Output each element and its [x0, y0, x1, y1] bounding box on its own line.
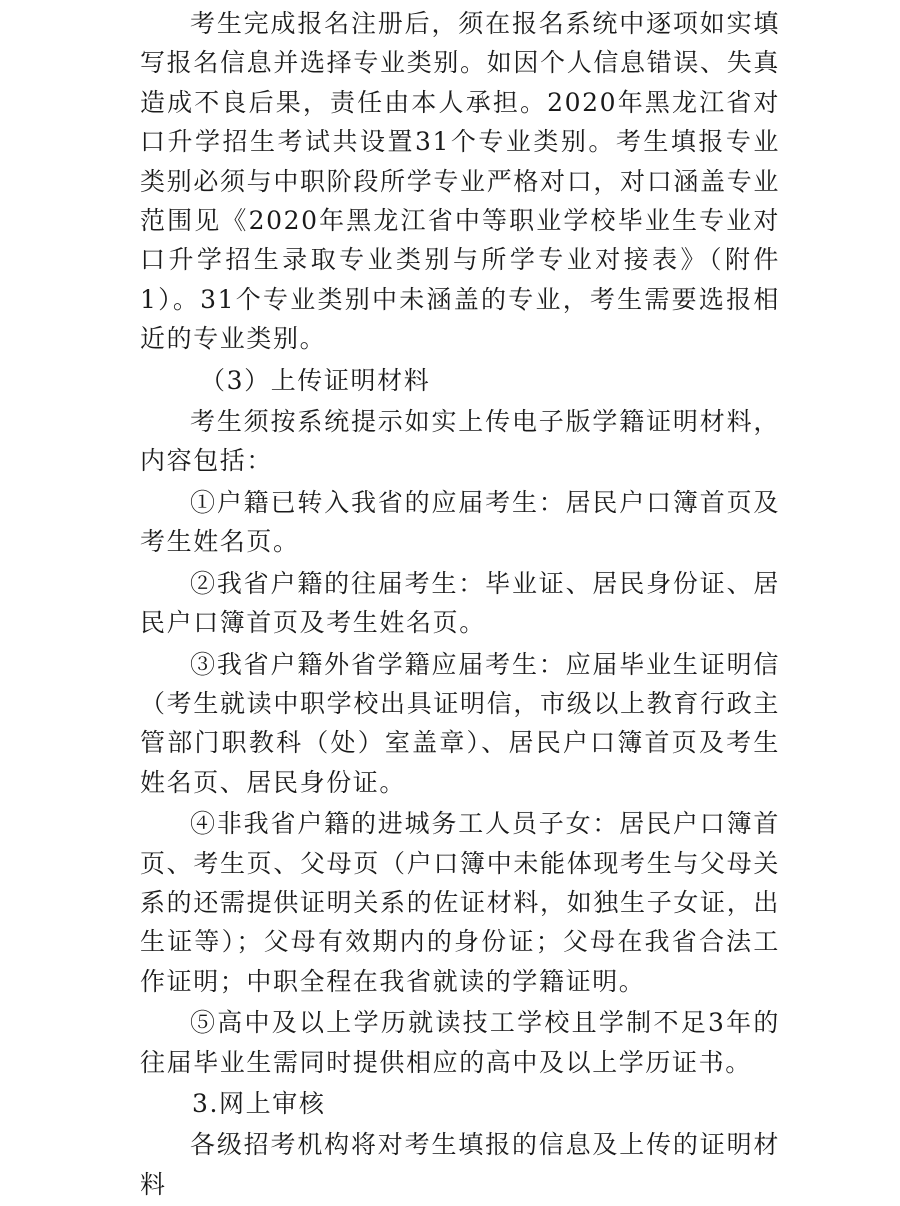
heading-online-review: 3.网上审核 [192, 1088, 326, 1118]
document-body [140, 4, 780, 1206]
list-item-4: ④非我省户籍的进城务工人员子女：居民户口簿首页、考生页、父母页（户口簿中未能体现考生与父母关系的还需提供证明关系的佐证材料，如独生子女证，出生证等）；父母有效期内的身份证；父母在我省合法工作证明；中职全程在我省就读的学籍证明。 [140, 809, 780, 996]
paragraph-upload-instructions: 考生须按系统提示如实上传电子版学籍证明材料，内容包括： [140, 407, 780, 476]
list-item-1: ①户籍已转入我省的应届考生：居民户口簿首页及考生姓名页。 [140, 487, 780, 557]
list-item-3: ③我省户籍外省学籍应届考生：应届毕业生证明信（考生就读中职学校出具证明信，市级以上教育行政主管部门职教科（处）室盖章）、居民户口簿首页及考生姓名页、居民身份证。 [140, 649, 780, 797]
paragraph-registration-info: 考生完成报名注册后，须在报名系统中逐项如实填写报名信息并选择专业类别。如因个人信息错误、失真造成不良后果，责任由本人承担。2020年黑龙江省对口升学招生考试共设置31个专业类别。考生填报专业类别必须与中职阶段所学专业严格对口，对口涵盖专业范围见《2020年黑龙江省中等职业学校毕业生专业对口升学招生录取专业类别与所学专业对接表》（附件1）。31个专业类别中未涵盖的专业，考生需要选报相近的专业类别。 [140, 9, 780, 354]
list-item-2: ②我省户籍的往届考生：毕业证、居民身份证、居民户口簿首页及考生姓名页。 [140, 568, 780, 638]
paragraph-online-review: 各级招考机构将对考生填报的信息及上传的证明材料 [140, 1130, 780, 1199]
heading-upload-materials: （3）上传证明材料 [200, 365, 431, 395]
list-item-5: ⑤高中及以上学历就读技工学校且学制不足3年的往届毕业生需同时提供相应的高中及以上学历证书。 [140, 1008, 780, 1077]
